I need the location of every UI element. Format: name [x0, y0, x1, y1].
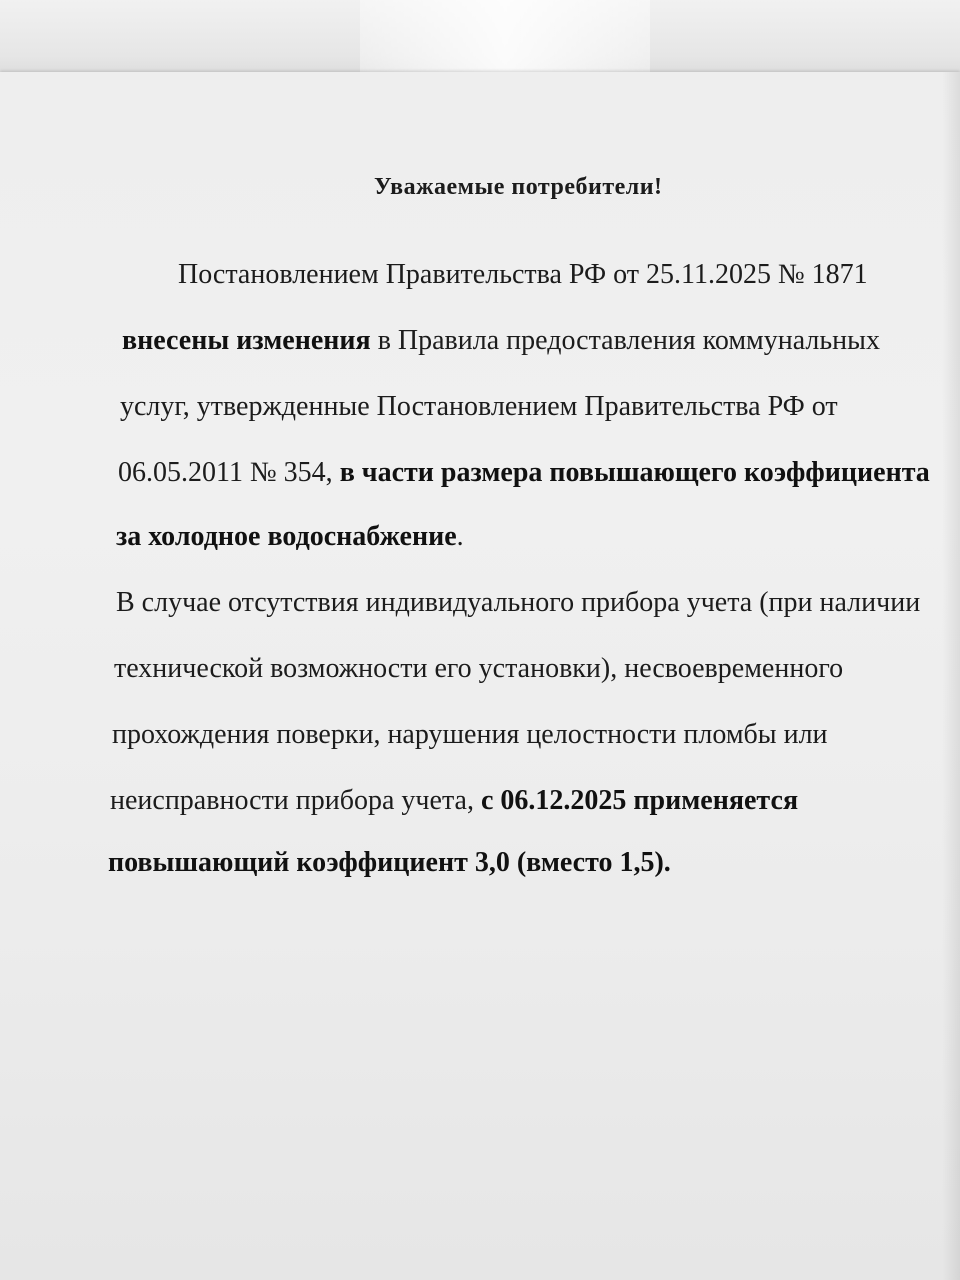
notice-line-7: технической возможности его установки), несвоевременного — [114, 653, 844, 684]
notice-line-4: 06.05.2011 № 354, в части размера повышающего коэффициента — [118, 457, 930, 488]
notice-line-5: за холодное водоснабжение. — [116, 521, 464, 552]
emphasis-cold-water: за холодное водоснабжение — [116, 521, 457, 552]
emphasis-coefficient: в части размера повышающего коэффициента — [339, 457, 930, 488]
wall-top — [0, 0, 960, 80]
notice-line-8: прохождения поверки, нарушения целостности пломбы или — [112, 719, 828, 750]
notice-line-10 — [108, 846, 671, 880]
notice-line-6: В случае отсутствия индивидуального прибора учета (при наличии — [116, 587, 921, 618]
notice-line-9: неисправности прибора учета, с 06.12.2025 применяется — [110, 785, 799, 816]
emphasis-date: с 06.12.2025 применяется — [480, 785, 799, 816]
notice-title: Уважаемые потребители! — [374, 174, 663, 200]
notice-line-2: внесены изменения в Правила предоставления коммунальных — [122, 325, 880, 356]
emphasis-factor: повышающий коэффициент 3,0 (вместо 1,5). — [108, 847, 671, 878]
adhesive-tape — [360, 0, 650, 75]
notice-line-1: Постановлением Правительства РФ от 25.11.2025 № 1871 — [178, 259, 868, 290]
notice-sheet — [0, 72, 960, 1280]
emphasis-changes: внесены изменения — [122, 325, 371, 356]
notice-line-3: услуг, утвержденные Постановлением Правительства РФ от — [120, 391, 838, 422]
